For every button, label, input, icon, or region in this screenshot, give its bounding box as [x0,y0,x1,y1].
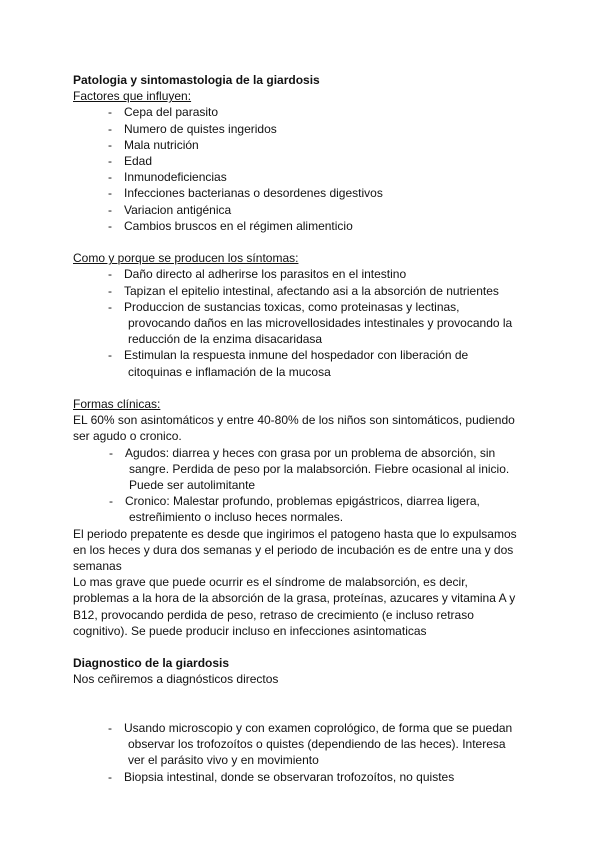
list-item: - Edad [108,154,153,169]
symptoms-list [73,266,533,379]
dash-bullet: - [108,105,112,120]
malabsorption-paragraph-line: B12, provocando perdida de peso, retraso de crecimiento (e incluso retraso [73,607,474,622]
list-item: - Infecciones bacterianas o desordenes digestivos [108,186,383,201]
diagnosis-intro: Nos ceñiremos a diagnósticos directos [73,672,279,687]
prepatent-paragraph-line: semanas [73,559,122,574]
prepatent-paragraph-line: El periodo prepatente es desde que ingirimos el patogeno hasta que lo expulsamos [73,526,517,541]
clinical-intro-line: EL 60% son asintomáticos y entre 40-80% de los niños son sintomáticos, pudiendo [73,413,515,428]
section-title-patologia: Patologia y sintomastologia de la giardosis [73,73,320,87]
list-item: - Estimulan la respuesta inmune del hospedador con liberación de citoquinas e inflamación de la mucosa [108,348,469,379]
clinical-forms-heading: Formas clínicas: [73,397,161,412]
dash-bullet: - [108,186,112,201]
symptoms-heading: Como y porque se producen los síntomas: [73,251,299,266]
list-item: - Mala nutrición [108,137,199,152]
list-item: - Daño directo al adherirse los parasitos en el intestino [108,267,407,282]
dash-bullet: - [108,137,112,152]
factors-heading: Factores que influyen: [73,89,192,104]
prepatent-paragraph-line: en los heces y dura dos semanas y el periodo de incubación es de entre una y dos [73,542,514,557]
list-item: - Agudos: diarrea y heces con grasa por un problema de absorción, sin sangre. Perdida de peso por la malabsorción. Fiebre ocasional al inicio. Puede ser autolimitante [109,445,510,493]
factors-list [73,104,533,234]
list-item: - Cambios bruscos en el régimen alimenticio [108,218,353,233]
dash-bullet: - [108,170,112,185]
dash-bullet: - [109,494,113,509]
document-page [73,72,533,785]
dash-bullet: - [108,267,112,282]
malabsorption-paragraph-line: problemas a la hora de la absorción de la grasa, proteínas, azucares y vitamina A y [73,591,516,606]
dash-bullet: - [108,299,112,314]
dash-bullet: - [108,121,112,136]
list-item: - Variacion antigénica [108,202,232,217]
malabsorption-paragraph-line: Lo mas grave que puede ocurrir es el síndrome de malabsorción, es decir, [73,575,468,590]
list-item: - Usando microscopio y con examen coprológico, de forma que se puedan observar los trofozoítos o quistes (dependiendo de las heces). Interesa ver el parásito vivo y en movimiento [108,721,513,768]
list-item: - Produccion de sustancias toxicas, como proteinasas y lectinas, provocando daños en las microvellosidades intestinales y provocando la reducción de la enzima disacaridasa [108,299,513,347]
section-title-diagnostico: Diagnostico de la giardosis [73,656,230,671]
dash-bullet: - [108,218,112,233]
list-item: - Tapizan el epitelio intestinal, afectando asi a la absorción de nutrientes [108,283,499,298]
dash-bullet: - [108,348,112,363]
dash-bullet: - [108,154,112,169]
dash-bullet: - [108,202,112,217]
dash-bullet: - [108,721,112,736]
malabsorption-paragraph-line: cognitivo). Se puede producir incluso en infecciones asintomaticas [73,623,427,638]
dash-bullet: - [109,445,113,460]
diagnosis-list [73,720,533,785]
list-item: - Inmunodeficiencias [108,170,227,185]
list-item: - Cepa del parasito [108,105,219,120]
list-item: - Numero de quistes ingeridos [108,121,277,136]
clinical-forms-list [73,445,533,526]
list-item: - Cronico: Malestar profundo, problemas epigástricos, diarrea ligera, estreñimiento o incluso heces normales. [109,494,480,525]
clinical-intro-line: ser agudo o cronico. [73,429,182,444]
list-item: - Biopsia intestinal, donde se observaran trofozoítos, no quistes [108,769,455,784]
dash-bullet: - [108,769,112,784]
dash-bullet: - [108,283,112,298]
